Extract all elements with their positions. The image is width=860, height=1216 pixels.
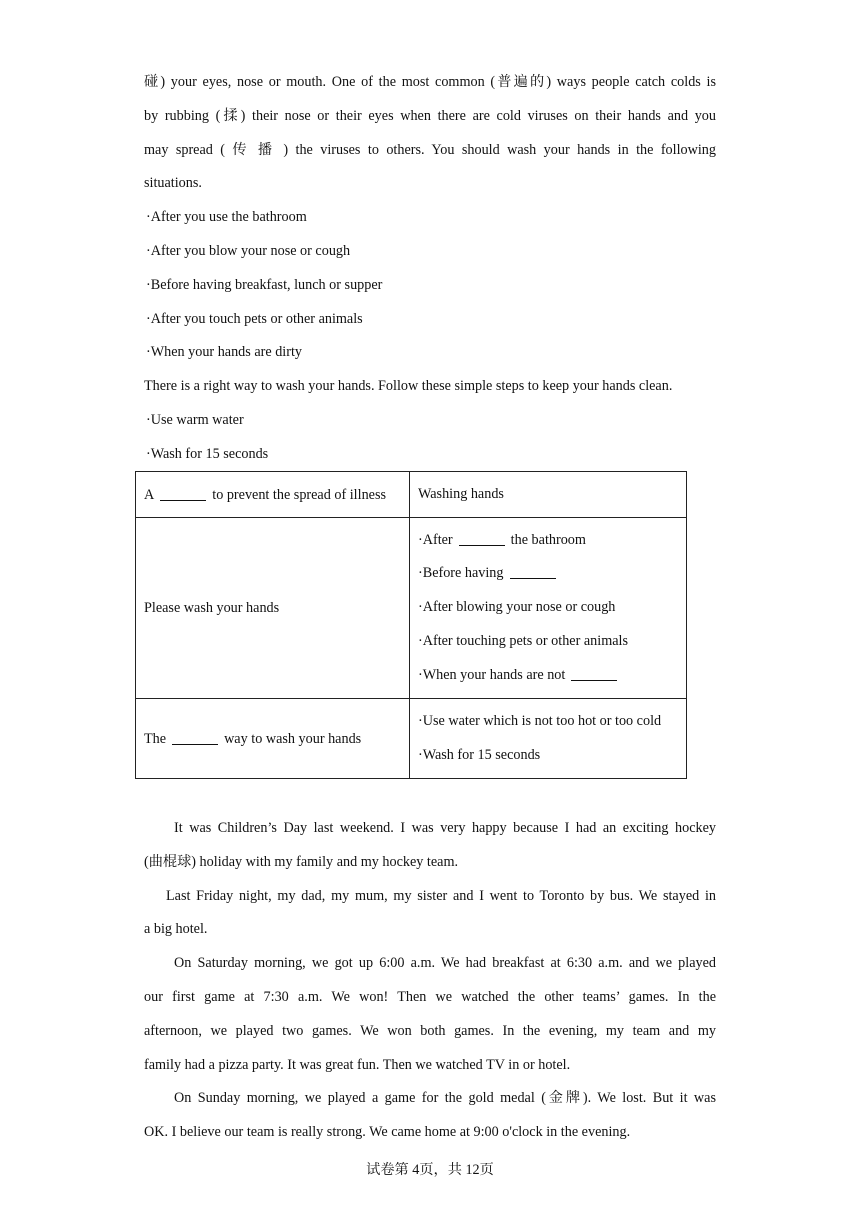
bullet-item: ·After you touch pets or other animals bbox=[146, 310, 363, 327]
text-line: family had a pizza party. It was great fun. Then we watched TV in or hotel. bbox=[144, 1056, 571, 1073]
list-item bbox=[418, 625, 678, 659]
bullet-item: ·After you blow your nose or cough bbox=[146, 242, 351, 259]
table-cell bbox=[410, 518, 687, 699]
cell-text: Please wash your hands bbox=[144, 599, 280, 616]
table-cell bbox=[410, 699, 687, 779]
answer-blank[interactable] bbox=[510, 564, 556, 579]
summary-table bbox=[135, 471, 687, 779]
passage-bottom bbox=[144, 812, 716, 1150]
text-line: our first game at 7:30 a.m. We won! Then we watched the other teams’ games. In the bbox=[144, 988, 716, 1005]
answer-blank[interactable] bbox=[459, 531, 505, 546]
list-item bbox=[418, 659, 678, 693]
text-line: 碰) your eyes, nose or mouth. One of the most common (普遍的) ways people catch colds is bbox=[144, 74, 716, 90]
answer-blank[interactable] bbox=[172, 730, 218, 745]
table-cell bbox=[136, 472, 410, 518]
list-item bbox=[418, 524, 678, 558]
text-line: a big hotel. bbox=[144, 921, 208, 938]
cell-text: ·After bbox=[418, 531, 453, 548]
text-line: situations. bbox=[144, 175, 202, 192]
cell-text: ·After blowing your nose or cough bbox=[418, 599, 616, 616]
text-line: may spread ( 传 播 ) the viruses to others. You should wash your hands in the following bbox=[144, 141, 716, 158]
table-cell bbox=[136, 518, 410, 699]
step-item: ·Use warm water bbox=[146, 411, 244, 428]
table-row bbox=[136, 472, 687, 518]
cell-text: ·When your hands are not bbox=[418, 666, 566, 683]
text-line: afternoon, we played two games. We won both games. In the evening, my team and my bbox=[144, 1022, 716, 1039]
list-item: ·Use water which is not too hot or too cold bbox=[418, 712, 662, 729]
cell-text: Washing hands bbox=[418, 486, 504, 502]
answer-blank[interactable] bbox=[571, 666, 617, 681]
bullet-item: ·After you use the bathroom bbox=[146, 209, 307, 226]
text-line: It was Children’s Day last weekend. I was very happy because I had an exciting hockey bbox=[174, 820, 716, 836]
list-item: ·Wash for 15 seconds bbox=[418, 746, 541, 763]
cell-text: A bbox=[144, 486, 155, 503]
text-line: OK. I believe our team is really strong. We came home at 9:00 o'clock in the evening. bbox=[144, 1124, 631, 1141]
table-cell bbox=[136, 699, 410, 779]
text-line: On Sunday morning, we played a game for the gold medal (金牌). We lost. But it was bbox=[174, 1090, 716, 1107]
step-item: ·Wash for 15 seconds bbox=[146, 445, 269, 462]
list-item bbox=[418, 591, 678, 625]
text-line: by rubbing (揉) their nose or their eyes when there are cold viruses on their hands and you bbox=[144, 107, 716, 124]
table-row bbox=[136, 518, 687, 699]
cell-text: The bbox=[144, 730, 167, 747]
table-cell bbox=[410, 472, 687, 518]
cell-text: to prevent the spread of illness bbox=[212, 486, 386, 503]
steps-intro: There is a right way to wash your hands. Follow these simple steps to keep your hands clean. bbox=[144, 378, 673, 395]
answer-blank[interactable] bbox=[160, 486, 206, 501]
bullet-item: ·When your hands are dirty bbox=[146, 344, 303, 361]
page-footer: 试卷第 4页，共 12页 bbox=[366, 1162, 494, 1178]
list-item bbox=[418, 557, 678, 591]
text-line: Last Friday night, my dad, my mum, my sister and I went to Toronto by bus. We stayed in bbox=[166, 887, 716, 904]
cell-text: way to wash your hands bbox=[224, 730, 362, 747]
passage-top bbox=[144, 66, 716, 472]
bullet-item: ·Before having breakfast, lunch or supper bbox=[146, 276, 383, 293]
text-line: (曲棍球) holiday with my family and my hockey team. bbox=[144, 853, 459, 870]
table-row bbox=[136, 699, 687, 779]
text-line: On Saturday morning, we got up 6:00 a.m. We had breakfast at 6:30 a.m. and we played bbox=[174, 955, 716, 972]
cell-text: ·Before having bbox=[418, 565, 504, 582]
cell-text: the bathroom bbox=[510, 531, 586, 548]
cell-text: ·After touching pets or other animals bbox=[418, 632, 628, 649]
